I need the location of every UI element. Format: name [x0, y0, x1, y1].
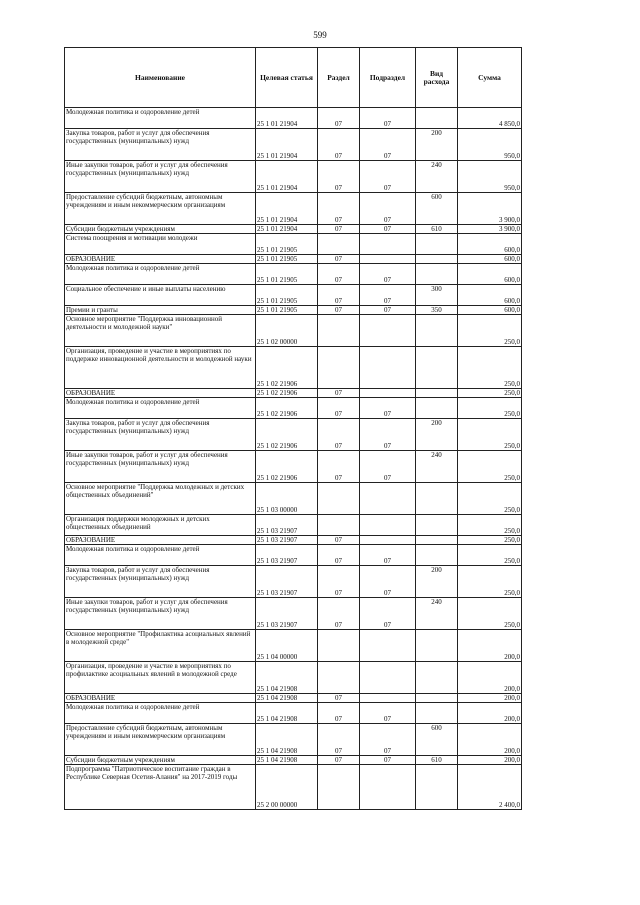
row-subsection	[360, 694, 416, 703]
row-section	[318, 630, 360, 662]
table-row	[65, 255, 522, 264]
row-target: 25 1 02 21906	[256, 347, 318, 389]
row-name: Молодежная политика и оздоровление детей	[65, 703, 256, 724]
row-amount: 250,0	[458, 398, 522, 419]
table-row	[65, 234, 522, 255]
row-name: ОБРАЗОВАНИЕ	[65, 694, 256, 703]
table-row	[65, 193, 522, 225]
row-section: 07	[318, 545, 360, 566]
row-section: 07	[318, 264, 360, 285]
page-number: 599	[313, 30, 327, 40]
row-target: 25 1 01 21905	[256, 306, 318, 315]
table-row	[65, 347, 522, 389]
table-row	[65, 398, 522, 419]
row-name: Основное мероприятие "Поддержка молодежных и детских общественных объединений"	[65, 483, 256, 515]
row-expense-type: 200	[416, 566, 458, 598]
table-row	[65, 515, 522, 536]
row-target: 25 1 01 21904	[256, 161, 318, 193]
table-row	[65, 694, 522, 703]
row-name: Иные закупки товаров, работ и услуг для обеспечения государственных (муниципальных) нужд	[65, 161, 256, 193]
table-row	[65, 264, 522, 285]
table-row	[65, 703, 522, 724]
row-subsection: 07	[360, 264, 416, 285]
row-expense-type	[416, 630, 458, 662]
row-expense-type: 610	[416, 756, 458, 765]
row-section: 07	[318, 161, 360, 193]
row-section	[318, 483, 360, 515]
row-amount: 250,0	[458, 483, 522, 515]
row-section: 07	[318, 566, 360, 598]
row-section: 07	[318, 451, 360, 483]
row-expense-type	[416, 389, 458, 398]
row-amount: 250,0	[458, 315, 522, 347]
row-section: 07	[318, 225, 360, 234]
row-amount: 200,0	[458, 756, 522, 765]
row-subsection: 07	[360, 398, 416, 419]
row-target: 25 1 03 00000	[256, 483, 318, 515]
row-name: Основное мероприятие "Поддержка инновационной деятельности и молодежной науки"	[65, 315, 256, 347]
row-amount: 250,0	[458, 566, 522, 598]
table-row	[65, 566, 522, 598]
row-target: 25 1 01 21904	[256, 193, 318, 225]
row-amount: 600,0	[458, 234, 522, 255]
row-target: 25 1 01 21904	[256, 129, 318, 161]
row-target: 25 1 04 21908	[256, 756, 318, 765]
row-amount: 200,0	[458, 662, 522, 694]
row-subsection: 07	[360, 598, 416, 630]
row-section: 07	[318, 536, 360, 545]
row-subsection: 07	[360, 451, 416, 483]
row-name: Молодежная политика и оздоровление детей	[65, 545, 256, 566]
row-target: 25 1 01 21904	[256, 108, 318, 129]
row-amount: 200,0	[458, 724, 522, 756]
table-row	[65, 451, 522, 483]
row-subsection	[360, 536, 416, 545]
row-name: Социальное обеспечение и иные выплаты населению	[65, 285, 256, 306]
row-expense-type	[416, 483, 458, 515]
row-amount: 250,0	[458, 389, 522, 398]
row-target: 25 1 04 00000	[256, 630, 318, 662]
row-amount: 3 900,0	[458, 193, 522, 225]
row-target: 25 1 01 21904	[256, 225, 318, 234]
row-expense-type	[416, 536, 458, 545]
row-name: Организация поддержки молодежных и детских общественных объединений	[65, 515, 256, 536]
row-section: 07	[318, 598, 360, 630]
row-section: 07	[318, 306, 360, 315]
row-amount: 600,0	[458, 285, 522, 306]
row-section: 07	[318, 255, 360, 264]
table-row	[65, 545, 522, 566]
row-name: Премии и гранты	[65, 306, 256, 315]
table-row	[65, 419, 522, 451]
table-row	[65, 630, 522, 662]
row-target: 25 1 04 21908	[256, 694, 318, 703]
row-section: 07	[318, 389, 360, 398]
row-subsection	[360, 255, 416, 264]
row-target: 25 1 03 21907	[256, 545, 318, 566]
row-expense-type: 350	[416, 306, 458, 315]
row-name: Молодежная политика и оздоровление детей	[65, 398, 256, 419]
row-target: 25 1 03 21907	[256, 515, 318, 536]
table-row	[65, 161, 522, 193]
table-row	[65, 756, 522, 765]
row-target: 25 1 03 21907	[256, 536, 318, 545]
row-expense-type	[416, 765, 458, 810]
table-row	[65, 306, 522, 315]
row-amount: 200,0	[458, 703, 522, 724]
row-subsection: 07	[360, 306, 416, 315]
row-subsection: 07	[360, 161, 416, 193]
row-expense-type	[416, 703, 458, 724]
row-name: Организация, проведение и участие в мероприятиях по профилактике асоциальных явлений в молодежной среде	[65, 662, 256, 694]
row-target: 25 1 02 21906	[256, 451, 318, 483]
row-expense-type: 240	[416, 161, 458, 193]
row-subsection	[360, 389, 416, 398]
row-subsection: 07	[360, 566, 416, 598]
row-name: Система поощрения и мотивации молодежи	[65, 234, 256, 255]
row-amount: 250,0	[458, 545, 522, 566]
table-row	[65, 724, 522, 756]
table-row	[65, 765, 522, 810]
row-expense-type	[416, 255, 458, 264]
row-subsection: 07	[360, 225, 416, 234]
row-expense-type: 200	[416, 129, 458, 161]
row-amount: 250,0	[458, 347, 522, 389]
row-amount: 250,0	[458, 451, 522, 483]
row-section	[318, 315, 360, 347]
row-section	[318, 515, 360, 536]
row-section	[318, 347, 360, 389]
row-name: ОБРАЗОВАНИЕ	[65, 536, 256, 545]
table-row	[65, 285, 522, 306]
row-name: ОБРАЗОВАНИЕ	[65, 389, 256, 398]
row-subsection	[360, 662, 416, 694]
row-subsection: 07	[360, 129, 416, 161]
row-target: 25 1 01 21905	[256, 255, 318, 264]
table-row	[65, 483, 522, 515]
row-amount: 200,0	[458, 630, 522, 662]
row-amount: 950,0	[458, 129, 522, 161]
row-subsection: 07	[360, 419, 416, 451]
table-row	[65, 662, 522, 694]
row-expense-type	[416, 662, 458, 694]
row-target: 25 1 02 21906	[256, 398, 318, 419]
header-section: Раздел	[318, 48, 360, 108]
row-section: 07	[318, 398, 360, 419]
row-amount: 950,0	[458, 161, 522, 193]
row-target: 25 1 04 21908	[256, 662, 318, 694]
row-name: Иные закупки товаров, работ и услуг для обеспечения государственных (муниципальных) нужд	[65, 451, 256, 483]
row-expense-type	[416, 108, 458, 129]
row-expense-type: 240	[416, 598, 458, 630]
row-name: Закупка товаров, работ и услуг для обеспечения государственных (муниципальных) нужд	[65, 419, 256, 451]
budget-table	[64, 47, 522, 810]
row-subsection	[360, 234, 416, 255]
row-target: 25 1 01 21905	[256, 285, 318, 306]
row-subsection: 07	[360, 545, 416, 566]
row-subsection: 07	[360, 285, 416, 306]
row-amount: 4 850,0	[458, 108, 522, 129]
table-row	[65, 536, 522, 545]
row-subsection	[360, 765, 416, 810]
row-target: 25 1 02 00000	[256, 315, 318, 347]
row-name: Субсидии бюджетным учреждениям	[65, 225, 256, 234]
row-target: 25 1 01 21905	[256, 264, 318, 285]
table-row	[65, 389, 522, 398]
row-expense-type	[416, 694, 458, 703]
row-amount: 250,0	[458, 598, 522, 630]
row-expense-type	[416, 264, 458, 285]
row-section: 07	[318, 285, 360, 306]
table-row	[65, 129, 522, 161]
row-section	[318, 765, 360, 810]
row-section: 07	[318, 694, 360, 703]
row-expense-type	[416, 315, 458, 347]
row-target: 25 1 02 21906	[256, 419, 318, 451]
table-row	[65, 225, 522, 234]
row-name: Молодежная политика и оздоровление детей	[65, 108, 256, 129]
row-expense-type: 300	[416, 285, 458, 306]
row-subsection: 07	[360, 724, 416, 756]
row-amount: 600,0	[458, 255, 522, 264]
table-row	[65, 315, 522, 347]
row-name: Иные закупки товаров, работ и услуг для обеспечения государственных (муниципальных) нужд	[65, 598, 256, 630]
row-expense-type	[416, 234, 458, 255]
row-expense-type	[416, 347, 458, 389]
row-expense-type: 200	[416, 419, 458, 451]
row-name: Закупка товаров, работ и услуг для обеспечения государственных (муниципальных) нужд	[65, 566, 256, 598]
row-amount: 250,0	[458, 419, 522, 451]
row-section: 07	[318, 756, 360, 765]
row-name: Молодежная политика и оздоровление детей	[65, 264, 256, 285]
row-target: 25 1 04 21908	[256, 724, 318, 756]
row-expense-type: 610	[416, 225, 458, 234]
row-section: 07	[318, 419, 360, 451]
header-name: Наименование	[65, 48, 256, 108]
row-name: Закупка товаров, работ и услуг для обеспечения государственных (муниципальных) нужд	[65, 129, 256, 161]
row-amount: 600,0	[458, 306, 522, 315]
table-row	[65, 598, 522, 630]
row-expense-type: 600	[416, 724, 458, 756]
row-expense-type	[416, 545, 458, 566]
row-section	[318, 234, 360, 255]
row-target: 25 1 03 21907	[256, 598, 318, 630]
header-target: Целевая статья	[256, 48, 318, 108]
row-amount: 3 900,0	[458, 225, 522, 234]
row-section: 07	[318, 129, 360, 161]
row-expense-type: 600	[416, 193, 458, 225]
row-section: 07	[318, 193, 360, 225]
row-subsection	[360, 315, 416, 347]
row-target: 25 2 00 00000	[256, 765, 318, 810]
row-target: 25 1 01 21905	[256, 234, 318, 255]
row-subsection	[360, 483, 416, 515]
row-name: Предоставление субсидий бюджетным, автономным учреждениям и иным некоммерческим организациям	[65, 193, 256, 225]
row-amount: 600,0	[458, 264, 522, 285]
row-section: 07	[318, 108, 360, 129]
row-name: ОБРАЗОВАНИЕ	[65, 255, 256, 264]
row-amount: 250,0	[458, 515, 522, 536]
table-row	[65, 108, 522, 129]
row-subsection: 07	[360, 193, 416, 225]
row-name: Предоставление субсидий бюджетным, автономным учреждениям и иным некоммерческим организациям	[65, 724, 256, 756]
row-name: Субсидии бюджетным учреждениям	[65, 756, 256, 765]
row-name: Организация, проведение и участие в мероприятиях по поддержке инновационной деятельности и молодежной науки	[65, 347, 256, 389]
row-expense-type	[416, 398, 458, 419]
row-amount: 250,0	[458, 536, 522, 545]
row-section: 07	[318, 703, 360, 724]
row-subsection: 07	[360, 108, 416, 129]
row-target: 25 1 02 21906	[256, 389, 318, 398]
row-name: Подпрограмма "Патриотическое воспитание граждан в Республике Северная Осетия-Алания" на 2017-2019 годы	[65, 765, 256, 810]
row-name: Основное мероприятие "Профилактика асоциальных явлений в молодежной среде"	[65, 630, 256, 662]
table-header-row	[65, 48, 522, 108]
row-subsection	[360, 515, 416, 536]
row-subsection	[360, 347, 416, 389]
row-amount: 200,0	[458, 694, 522, 703]
row-expense-type	[416, 515, 458, 536]
row-subsection: 07	[360, 756, 416, 765]
header-amount: Сумма	[458, 48, 522, 108]
header-expense-type: Вид расхода	[416, 48, 458, 108]
row-target: 25 1 04 21908	[256, 703, 318, 724]
row-subsection: 07	[360, 703, 416, 724]
row-subsection	[360, 630, 416, 662]
row-amount: 2 400,0	[458, 765, 522, 810]
header-subsection: Подраздел	[360, 48, 416, 108]
row-expense-type: 240	[416, 451, 458, 483]
row-section	[318, 662, 360, 694]
row-target: 25 1 03 21907	[256, 566, 318, 598]
row-section: 07	[318, 724, 360, 756]
